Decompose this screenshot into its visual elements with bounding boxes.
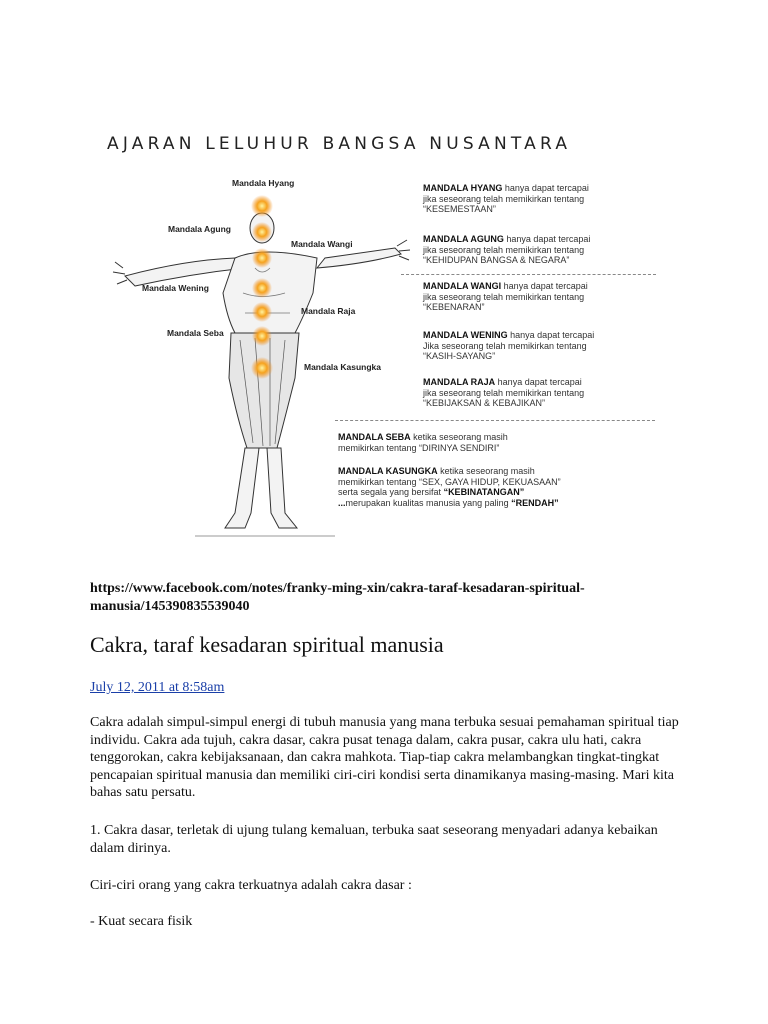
label-mandala-wening: Mandala Wening: [142, 283, 209, 293]
desc-mandala-wangi: MANDALA WANGI hanya dapat tercapai jika seseorang telah memikirkan tentang “KEBENARAN”: [423, 281, 588, 312]
desc-mandala-wening: MANDALA WENING hanya dapat tercapai Jika seseorang telah memikirkan tentang “KASIH-SAYANG”: [423, 330, 595, 361]
label-mandala-agung: Mandala Agung: [168, 224, 231, 234]
paragraph-ciri-ciri: Ciri-ciri orang yang cakra terkuatnya adalah cakra dasar :: [90, 878, 412, 893]
intro-paragraph: Cakra adalah simpul-simpul energi di tubuh manusia yang mana terbuka sesuai pemahaman spiritual tiap individu. Cakra ada tujuh, cakra dasar, cakra pusat tenaga dalam, cakra pusar, cakra ulu hati, cakra tenggorokan, cakra kebijaksanaan, dan cakra mahkota. Tiap-tiap cakra melambangkan tingkat-tingkat pencapaian spiritual manusia dan memiliki ciri-ciri kondisi serta dinamikanya masing-masing. Mari kita bahas satu persatu.: [90, 715, 679, 800]
label-mandala-raja: Mandala Raja: [301, 306, 356, 316]
desc-mandala-hyang: MANDALA HYANG hanya dapat tercapai jika seseorang telah memikirkan tentang “KESEMESTAAN”: [423, 183, 589, 214]
chakra-hyang-marker: [251, 195, 273, 217]
source-url: https://www.facebook.com/notes/franky-ming-xin/cakra-taraf-kesadaran-spiritual-manusia/145390835539040: [90, 581, 585, 614]
desc-mandala-seba: MANDALA SEBA ketika seseorang masih memikirkan tentang “DIRINYA SENDIRI”: [338, 432, 508, 453]
desc-mandala-raja: MANDALA RAJA hanya dapat tercapai jika seseorang telah memikirkan tentang “KEBIJAKSAN & KEBAJIKAN”: [423, 377, 585, 408]
divider: [335, 420, 655, 421]
chakra-illustration: [95, 118, 665, 558]
chakra-agung-marker: [252, 222, 272, 242]
list-item: - Kuat secara fisik: [90, 914, 193, 929]
page-title: Cakra, taraf kesadaran spiritual manusia: [90, 632, 444, 657]
chakra-wangi-marker: [252, 248, 272, 268]
chakra-raja-marker: [252, 302, 272, 322]
chakra-seba-marker: [252, 326, 272, 346]
label-mandala-hyang: Mandala Hyang: [232, 178, 295, 188]
figure-title: AJARAN LELUHUR BANGSA NUSANTARA: [107, 134, 572, 154]
desc-mandala-kasungka: MANDALA KASUNGKA ketika seseorang masih memikirkan tentang “SEX, GAYA HIDUP, KEKUASAAN” serta segala yang bersifat “KEBINATANGAN” ...merupakan kualitas manusia yang paling “RENDAH”: [338, 466, 561, 508]
label-mandala-wangi: Mandala Wangi: [291, 239, 353, 249]
chakra-kasungka-marker: [251, 357, 273, 379]
paragraph-cakra-dasar: 1. Cakra dasar, terletak di ujung tulang kemaluan, terbuka saat seseorang menyadari adanya kebaikan dalam dirinya.: [90, 823, 658, 856]
post-date-link[interactable]: July 12, 2011 at 8:58am: [90, 680, 225, 695]
label-mandala-seba: Mandala Seba: [167, 328, 224, 338]
desc-mandala-agung: MANDALA AGUNG hanya dapat tercapai jika seseorang telah memikirkan tentang “KEHIDUPAN BANGSA & NEGARA”: [423, 234, 591, 265]
label-mandala-kasungka: Mandala Kasungka: [304, 362, 381, 372]
chakra-wening-marker: [252, 278, 272, 298]
divider: [401, 274, 656, 275]
